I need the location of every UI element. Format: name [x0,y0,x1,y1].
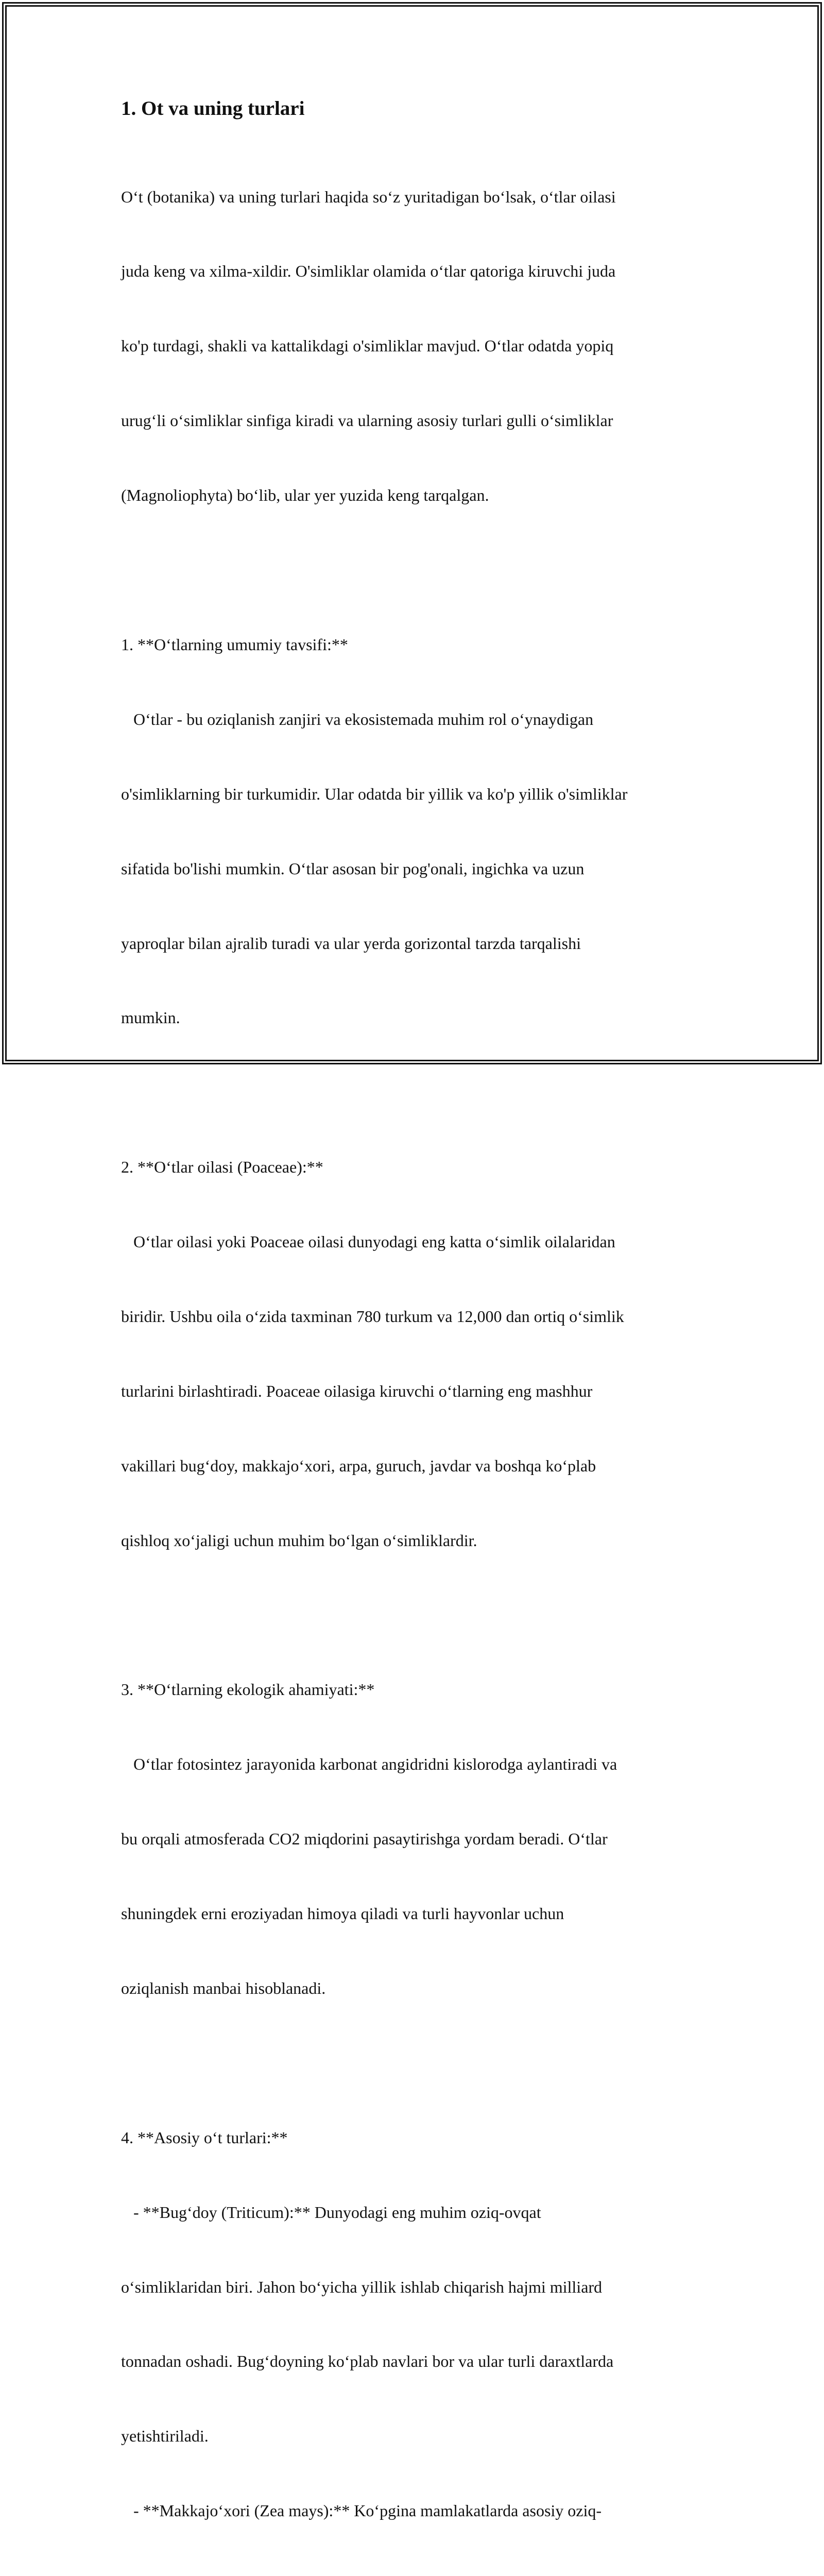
text-line: o‘simliklaridan biri. Jahon bo‘yicha yillik ishlab chiqarish hajmi milliard [121,2277,603,2296]
text-line: turlarini birlashtiradi. Poaceae oilasiga kiruvchi o‘tlarning eng mashhur [121,1381,593,1400]
text-line: yetishtiriladi. [121,2427,209,2446]
text-line: juda keng va xilma-xildir. O'simliklar olamida o‘tlar qatoriga kiruvchi juda [121,262,616,281]
text-line: vakillari bug‘doy, makkajo‘xori, arpa, guruch, javdar va boshqa ko‘plab [121,1456,596,1475]
text-line: - **Bug‘doy (Triticum):** Dunyodagi eng muhim oziq-ovqat [121,2202,541,2222]
document-title: 1. Ot va uning turlari [121,97,305,120]
text-line: O‘tlar oilasi yoki Poaceae oilasi dunyodagi eng katta o‘simlik oilalaridan [121,1232,615,1251]
paragraph-general-description [121,582,708,1080]
text-line: O‘tlar - bu oziqlanish zanjiri va ekosistemada muhim rol o‘ynaydigan [121,709,594,728]
text-line: shuningdek erni eroziyadan himoya qiladi va turli hayvonlar uchun [121,1904,564,1923]
text-line: O‘t (botanika) va uning turlari haqida so‘z yuritadigan bo‘lsak, o‘tlar oilasi [121,187,616,206]
text-line: yaproqlar bilan ajralib turadi va ular yerda gorizontal tarzda tarqalishi [121,934,581,953]
paragraph-ecological-importance [121,1628,708,2050]
paragraph-poaceae [121,1105,708,1603]
section-heading: 2. **O‘tlar oilasi (Poaceae):** [121,1158,323,1177]
paragraph-intro [121,134,708,557]
text-line: biridir. Ushbu oila o‘zida taxminan 780 turkum va 12,000 dan ortiq o‘simlik [121,1307,624,1326]
text-line [121,2573,708,2576]
section-heading: 4. **Asosiy o‘t turlari:** [121,2128,288,2147]
section-heading: 1. **O‘tlarning umumiy tavsifi:** [121,635,348,654]
paragraph-main-grass-types [121,2075,708,2576]
text-line: oziqlanish manbai hisoblanadi. [121,1978,326,1997]
text-line: tonnadan oshadi. Bug‘doyning ko‘plab navlari bor va ular turli daraxtlarda [121,2352,614,2371]
text-line: o'simliklarning bir turkumidir. Ular odatda bir yillik va ko'p yillik o'simliklar [121,784,628,803]
document-body [121,95,708,2576]
text-line: ko'p turdagi, shakli va kattalikdagi o'simliklar mavjud. O‘tlar odatda yopiq [121,336,614,355]
section-heading: 3. **O‘tlarning ekologik ahamiyati:** [121,1680,375,1699]
text-line: - **Makkajo‘xori (Zea mays):** Ko‘pgina mamlakatlarda asosiy oziq- [121,2501,602,2520]
text-line: O‘tlar fotosintez jarayonida karbonat angidridni kislorodga aylantiradi va [121,1755,617,1774]
text-line: qishloq xo‘jaligi uchun muhim bo‘lgan o‘simliklardir. [121,1531,477,1550]
text-line: bu orqali atmosferada CO2 miqdorini pasaytirishga yordam beradi. O‘tlar [121,1829,608,1849]
text-line: urug‘li o‘simliklar sinfiga kiradi va ularning asosiy turlari gulli o‘simliklar [121,411,613,430]
text-line: (Magnoliophyta) bo‘lib, ular yer yuzida keng tarqalgan. [121,486,489,505]
text-line: mumkin. [121,1008,180,1027]
text-line: sifatida bo'lishi mumkin. O‘tlar asosan bir pog'onali, ingichka va uzun [121,859,585,878]
